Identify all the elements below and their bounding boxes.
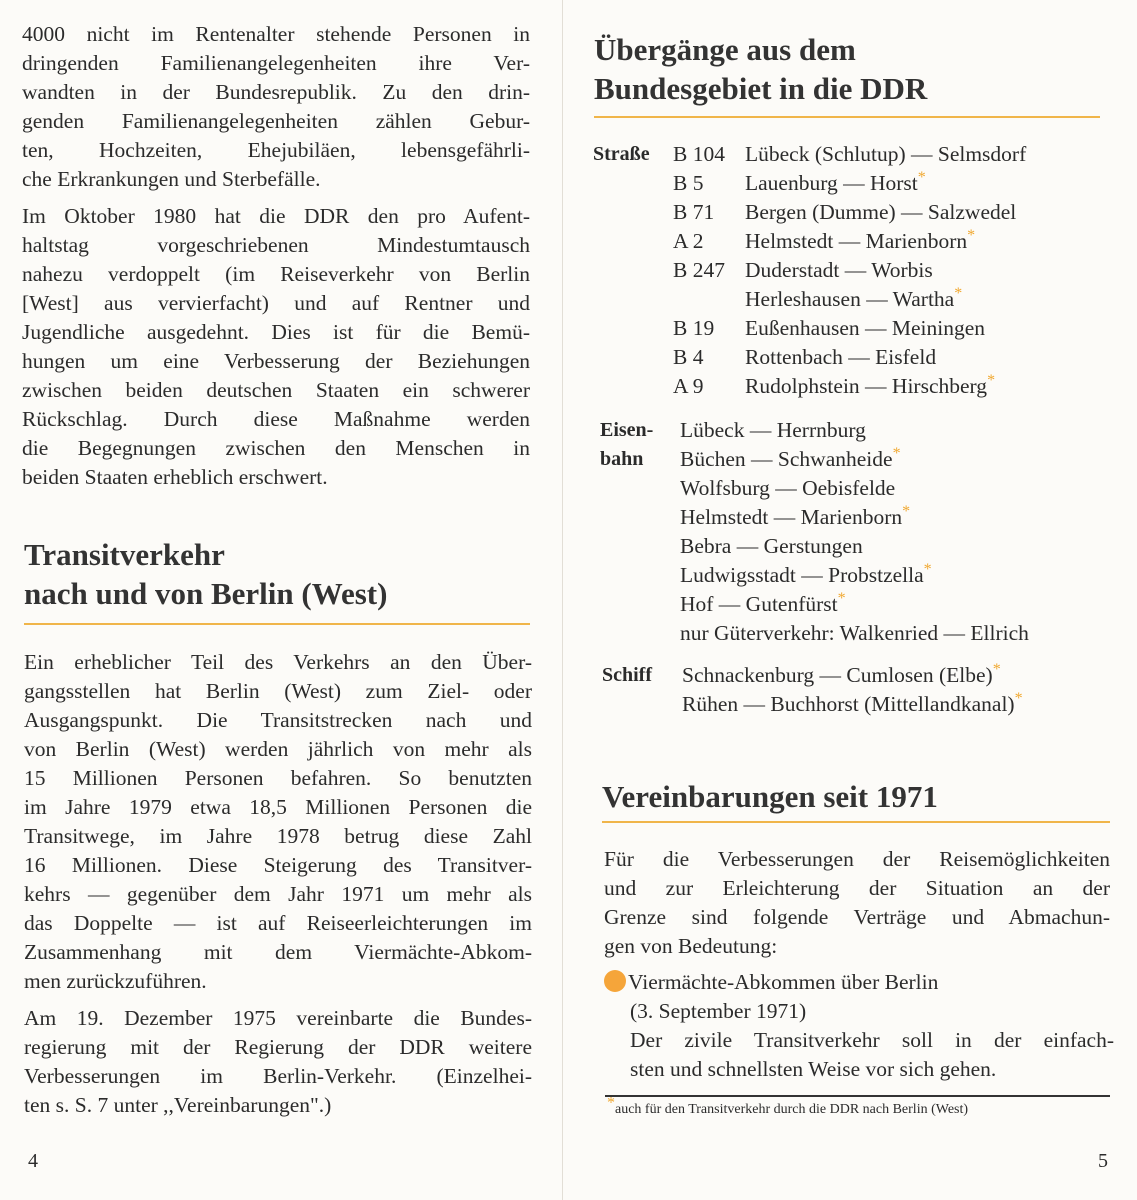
route: [745, 372, 995, 401]
category-label: [593, 372, 673, 401]
route-text: Ludwigsstadt — Probstzella: [680, 563, 924, 587]
category-label: [600, 532, 680, 561]
text-line: Ausgangspunkt. Die Transitstrecken nach und: [24, 708, 532, 732]
left-intro-text: [22, 20, 530, 500]
text-line: kehrs — gegenüber dem Jahr 1971 um mehr als: [24, 882, 532, 906]
category-label: bahn: [600, 448, 644, 470]
route-text: nur Güterverkehr: Walkenried — Ellrich: [680, 621, 1029, 645]
route: [680, 532, 863, 561]
star-icon: *: [607, 1094, 615, 1112]
transit-text: [24, 648, 532, 1128]
road-code: B 4: [673, 345, 704, 369]
text-line: die Begegnungen zwischen den Menschen in: [22, 436, 530, 460]
category-label: [600, 474, 680, 503]
category-label: Straße: [593, 143, 650, 165]
crossing-row: [600, 619, 1029, 648]
text-line: im Jahre 1979 etwa 18,5 Millionen Personen die: [24, 795, 532, 819]
road-code: A 2: [673, 229, 704, 253]
heading-line: Transitverkehr: [24, 537, 225, 572]
text-line: Am 19. Dezember 1975 vereinbarte die Bundes-: [24, 1006, 532, 1030]
text-line: Zusammenhang mit dem Viermächte-Abkom-: [24, 940, 532, 964]
agreements-intro: [604, 845, 1110, 969]
text-line: das Doppelte — ist auf Reiseerleichterungen im: [24, 911, 532, 935]
route-text: Bergen (Dumme) — Salzwedel: [745, 200, 1017, 224]
route: [680, 561, 932, 590]
text-line: dringenden Familienangelegenheiten ihre Ver-: [22, 51, 530, 75]
road-crossings: [593, 140, 1026, 401]
footnote-text: auch für den Transitverkehr durch die DDR nach Berlin (West): [615, 1102, 969, 1117]
crossing-row: [593, 198, 1026, 227]
category-label: [600, 619, 680, 648]
crossing-row: [593, 256, 1026, 285]
text-line: Grenze sind folgende Verträge und Abmachun-: [604, 905, 1110, 929]
route: [745, 343, 936, 372]
road-code: B 71: [673, 200, 715, 224]
heading-line: Übergänge aus dem: [594, 32, 856, 67]
text-line: che Erkrankungen und Sterbefälle.: [22, 167, 321, 191]
road-code: [673, 285, 745, 314]
route-text: Schnackenburg — Cumlosen (Elbe): [682, 663, 993, 687]
road-code: B 19: [673, 316, 715, 340]
route-text: Hof — Gutenfürst: [680, 592, 838, 616]
star-icon: *: [992, 660, 1001, 678]
agreement-date: (3. September 1971): [630, 999, 807, 1023]
route: [745, 285, 962, 314]
road-code: B 247: [673, 258, 725, 282]
crossing-row: [593, 169, 1026, 198]
route-text: Lauenburg — Horst: [745, 171, 918, 195]
text-line: haltstag vorgeschriebenen Mindestumtausch: [22, 233, 530, 257]
route: [745, 169, 926, 198]
paragraph: [22, 20, 530, 194]
category-label: [593, 314, 673, 343]
text-line: regierung mit der Regierung der DDR weitere: [24, 1035, 532, 1059]
agreement-item: [604, 968, 1114, 1084]
route-text: Herleshausen — Wartha: [745, 287, 955, 311]
text-line: Ein erheblicher Teil des Verkehrs an den Über-: [24, 650, 532, 674]
heading-line: Bundesgebiet in die DDR: [594, 71, 928, 106]
crossing-row: [600, 561, 1029, 590]
crossing-row: [593, 343, 1026, 372]
text-line: genden Familienangelegenheiten zählen Gebur-: [22, 109, 530, 133]
route: [680, 416, 866, 445]
heading-rule: [602, 821, 1110, 823]
star-icon: *: [967, 226, 976, 244]
route-text: Lübeck (Schlutup) — Selmsdorf: [745, 142, 1027, 166]
category-label: Schiff: [602, 664, 652, 686]
star-icon: *: [923, 560, 932, 578]
footnote: [607, 1094, 969, 1118]
crossing-row: [593, 285, 1026, 314]
route-text: Rühen — Buchhorst (Mittellandkanal): [682, 692, 1015, 716]
agreement-text: sten und schnellsten Weise vor sich gehen.: [630, 1057, 997, 1081]
text-line: men zurückzuführen.: [24, 969, 207, 993]
text-line: hungen um eine Verbesserung der Beziehungen: [22, 349, 530, 373]
category-label: [600, 561, 680, 590]
crossing-row: [600, 445, 1029, 474]
route-text: Helmstedt — Marienborn: [745, 229, 968, 253]
route-text: Eußenhausen — Meiningen: [745, 316, 986, 340]
bullet-icon: [604, 970, 626, 992]
ship-crossings: [602, 661, 1023, 719]
route: [682, 690, 1023, 719]
category-label: [593, 285, 673, 314]
text-line: ten s. S. 7 unter ,,Vereinbarungen".): [24, 1093, 332, 1117]
text-line: Im Oktober 1980 hat die DDR den pro Aufent-: [22, 204, 530, 228]
crossings-heading: [594, 30, 927, 108]
route-text: Rudolphstein — Hirschberg: [745, 374, 988, 398]
crossing-row: [600, 416, 1029, 445]
category-label: [593, 256, 673, 285]
route: [680, 619, 1029, 648]
crossing-row: [593, 372, 1026, 401]
star-icon: *: [1014, 689, 1023, 707]
star-icon: *: [954, 284, 963, 302]
route-text: Rottenbach — Eisfeld: [745, 345, 937, 369]
text-line: 15 Millionen Personen befahren. So benutzten: [24, 766, 532, 790]
star-icon: *: [902, 502, 911, 520]
route: [680, 590, 846, 619]
road-code: B 5: [673, 171, 704, 195]
paragraph: [22, 202, 530, 492]
route: [745, 227, 975, 256]
star-icon: *: [837, 589, 846, 607]
heading-line: Vereinbarungen seit 1971: [602, 779, 938, 814]
category-label: [602, 690, 682, 719]
text-line: von Berlin (West) werden jährlich von mehr als: [24, 737, 532, 761]
crossing-row: [593, 314, 1026, 343]
heading-rule: [24, 623, 530, 625]
heading-rule: [594, 116, 1100, 118]
page-number-right: 5: [1098, 1150, 1108, 1172]
text-line: 16 Millionen. Diese Steigerung des Transitver-: [24, 853, 532, 877]
agreement-title: Viermächte-Abkommen über Berlin: [628, 970, 939, 994]
text-line: [West] aus vervierfacht) und auf Rentner und: [22, 291, 530, 315]
star-icon: *: [987, 371, 996, 389]
category-label: [600, 503, 680, 532]
route: [680, 445, 901, 474]
text-line: 4000 nicht im Rentenalter stehende Personen in: [22, 22, 530, 46]
route-text: Wolfsburg — Oebisfelde: [680, 476, 896, 500]
category-label: [593, 198, 673, 227]
crossing-row: [593, 140, 1026, 169]
text-line: gangsstellen hat Berlin (West) zum Ziel- oder: [24, 679, 532, 703]
route: [745, 140, 1026, 169]
route-text: Bebra — Gerstungen: [680, 534, 863, 558]
category-label: [600, 590, 680, 619]
route: [682, 661, 1001, 690]
paragraph: [24, 648, 532, 996]
heading-line: nach und von Berlin (West): [24, 576, 388, 611]
text-line: Verbesserungen im Berlin-Verkehr. (Einzelhei-: [24, 1064, 532, 1088]
text-line: beiden Staaten erheblich erschwert.: [22, 465, 328, 489]
route: [745, 198, 1016, 227]
star-icon: *: [917, 168, 926, 186]
category-label: [593, 169, 673, 198]
road-code: A 9: [673, 374, 704, 398]
text-line: ten, Hochzeiten, Ehejubiläen, lebensgefährli-: [22, 138, 530, 162]
crossing-row: [600, 590, 1029, 619]
crossing-row: [600, 532, 1029, 561]
route-text: Helmstedt — Marienborn: [680, 505, 903, 529]
text-line: Transitwege, im Jahre 1978 betrug diese Zahl: [24, 824, 532, 848]
route-text: Büchen — Schwanheide: [680, 447, 893, 471]
paragraph: [24, 1004, 532, 1120]
text-line: Rückschlag. Durch diese Maßnahme werden: [22, 407, 530, 431]
crossing-row: [600, 474, 1029, 503]
category-label: Eisen-: [600, 419, 654, 441]
text-line: und zur Erleichterung der Situation an der: [604, 876, 1110, 900]
transit-heading: [24, 535, 387, 613]
agreements-heading: [602, 777, 938, 816]
text-line: nahezu verdoppelt (im Reiseverkehr von Berlin: [22, 262, 530, 286]
road-code: B 104: [673, 142, 725, 166]
crossing-row: [602, 661, 1023, 690]
route: [680, 503, 910, 532]
footnote-rule: [605, 1095, 1110, 1097]
rail-crossings: [600, 416, 1029, 648]
route-text: Lübeck — Herrnburg: [680, 418, 866, 442]
category-label: [593, 343, 673, 372]
text-line: wandten in der Bundesrepublik. Zu den drin-: [22, 80, 530, 104]
route-text: Duderstadt — Worbis: [745, 258, 933, 282]
route: [745, 314, 985, 343]
star-icon: *: [892, 444, 901, 462]
agreement-text: Der zivile Transitverkehr soll in der einfach-: [630, 1028, 1114, 1052]
text-line: gen von Bedeutung:: [604, 934, 778, 958]
page-number-left: 4: [28, 1150, 38, 1172]
route: [680, 474, 895, 503]
crossing-row: [602, 690, 1023, 719]
text-line: zwischen beiden deutschen Staaten ein schwerer: [22, 378, 530, 402]
paragraph: [604, 845, 1110, 961]
text-line: Jugendliche ausgedehnt. Dies ist für die Bemü-: [22, 320, 530, 344]
text-line: Für die Verbesserungen der Reisemöglichkeiten: [604, 847, 1110, 871]
category-label: [593, 227, 673, 256]
page-fold: [562, 0, 563, 1200]
crossing-row: [600, 503, 1029, 532]
route: [745, 256, 933, 285]
crossing-row: [593, 227, 1026, 256]
